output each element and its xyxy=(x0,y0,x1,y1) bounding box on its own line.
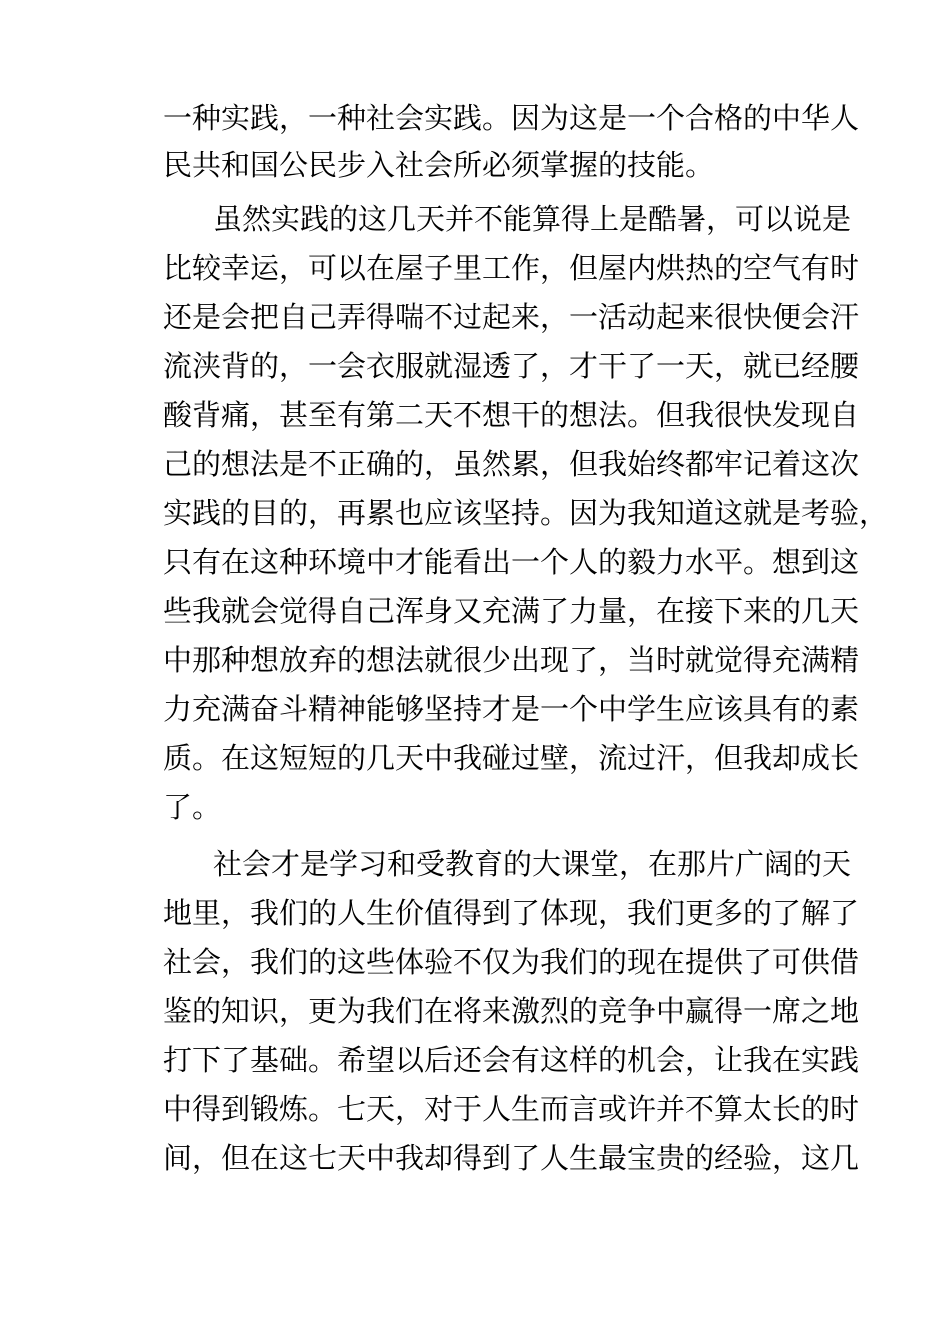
text-line: 打下了基础。希望以后还会有这样的机会，让我在实践 xyxy=(163,1043,860,1077)
text-line: 流浃背的，一会衣服就湿透了，才干了一天，就已经腰 xyxy=(163,349,860,383)
text-line: 酸背痛，甚至有第二天不想干的想法。但我很快发现自 xyxy=(163,398,860,432)
text-line: 比较幸运，可以在屋子里工作，但屋内烘热的空气有时 xyxy=(163,251,860,285)
text-line: 地里，我们的人生价值得到了体现，我们更多的了解了 xyxy=(163,896,860,930)
text-line: 鉴的知识，更为我们在将来激烈的竞争中赢得一席之地 xyxy=(163,994,860,1028)
paragraph-first-line: 虽然实践的这几天并不能算得上是酷暑，可以说是 xyxy=(213,202,852,236)
text-line: 只有在这种环境中才能看出一个人的毅力水平。想到这 xyxy=(163,545,860,579)
text-line: 中那种想放弃的想法就很少出现了，当时就觉得充满精 xyxy=(163,643,860,677)
text-line: 质。在这短短的几天中我碰过壁，流过汗，但我却成长 xyxy=(163,741,860,775)
text-line: 些我就会觉得自己浑身又充满了力量，在接下来的几天 xyxy=(163,594,860,628)
text-line: 了。 xyxy=(163,790,222,824)
text-line: 民共和国公民步入社会所必须掌握的技能。 xyxy=(163,148,715,182)
text-line: 己的想法是不正确的，虽然累，但我始终都牢记着这次 xyxy=(163,447,860,481)
paragraph-first-line: 社会才是学习和受教育的大课堂，在那片广阔的天 xyxy=(213,847,852,881)
text-line: 实践的目的，再累也应该坚持。因为我知道这就是考验， xyxy=(163,496,889,530)
text-line: 力充满奋斗精神能够坚持才是一个中学生应该具有的素 xyxy=(163,692,860,726)
text-line: 间，但在这七天中我却得到了人生最宝贵的经验，这几 xyxy=(163,1141,860,1175)
text-line: 中得到锻炼。七天，对于人生而言或许并不算太长的时 xyxy=(163,1092,860,1126)
text-line: 一种实践，一种社会实践。因为这是一个合格的中华人 xyxy=(163,101,860,135)
text-line: 社会，我们的这些体验不仅为我们的现在提供了可供借 xyxy=(163,945,860,979)
text-line: 还是会把自己弄得喘不过起来，一活动起来很快便会汗 xyxy=(163,300,860,334)
